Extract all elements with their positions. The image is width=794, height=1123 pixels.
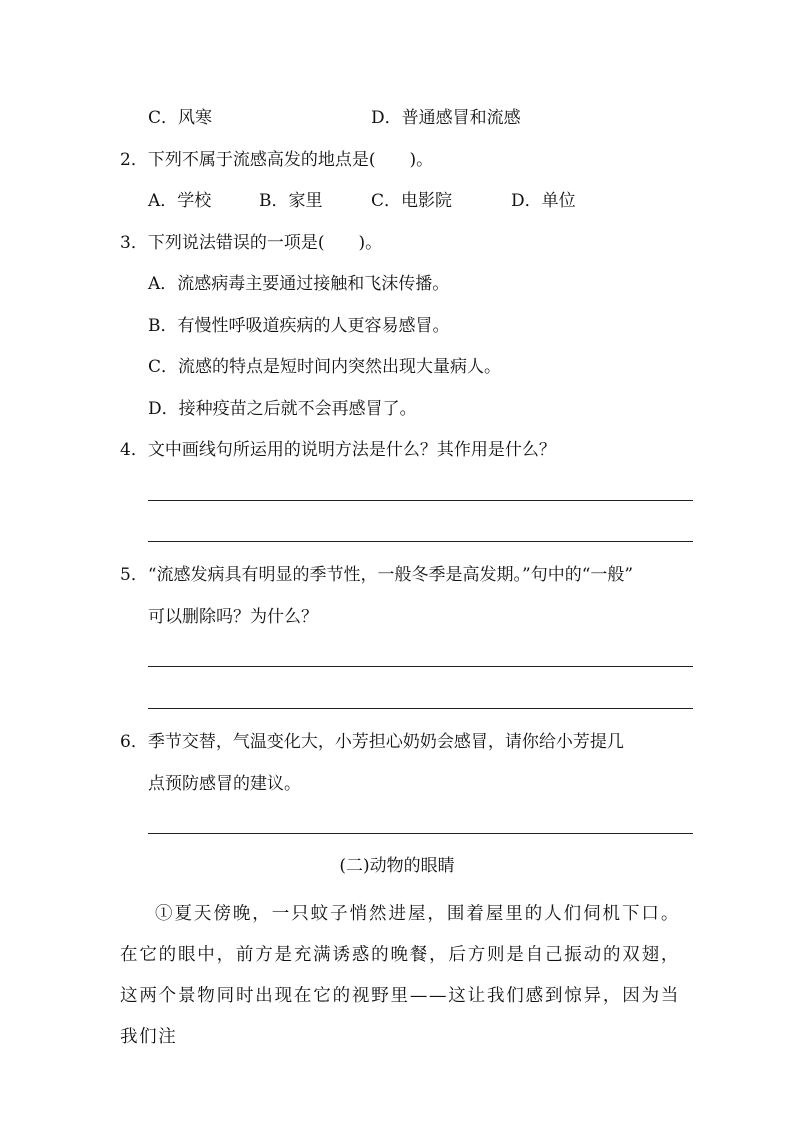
q3-option-d: D．接种疫苗之后就不会再感冒了。 <box>148 399 417 419</box>
passage-paragraph-1: ①夏天傍晚，一只蚊子悄然进屋，围着屋里的人们伺机下口。在它的眼中，前方是充满诱惑的晚餐，后方则是自己振动的双翅，这两个景物同时出现在它的视野里——这让我们感到惊异，因为当我们注 <box>120 904 680 1047</box>
q5-answer-line-2[interactable] <box>148 708 693 709</box>
q5-stem-line-1: 5．“流感发病具有明显的季节性，一般冬季是高发期。”句中的“一般” <box>120 565 634 585</box>
q4-stem: 4．文中画线句所运用的说明方法是什么？其作用是什么？ <box>120 440 556 460</box>
q3-option-c: C．流感的特点是短时间内突然出现大量病人。 <box>148 357 502 377</box>
q6-answer-line[interactable] <box>148 833 693 834</box>
q4-answer-line-2[interactable] <box>148 541 693 542</box>
section-title: (二)动物的眼睛 <box>339 856 455 876</box>
q2-option-a: A．学校 <box>148 191 212 211</box>
q3-stem: 3．下列说法错误的一项是( )。 <box>120 233 383 253</box>
q3-option-b: B．有慢性呼吸道疾病的人更容易感冒。 <box>148 316 450 336</box>
q1-option-c: C．风寒 <box>148 108 213 128</box>
q1-option-d: D．普通感冒和流感 <box>371 108 521 128</box>
q6-stem-line-2: 点预防感冒的建议。 <box>148 774 301 794</box>
q5-stem-line-2: 可以删除吗？为什么？ <box>148 607 318 627</box>
q5-answer-line-1[interactable] <box>148 666 693 667</box>
q6-stem-line-1: 6．季节交替，气温变化大，小芳担心奶奶会感冒，请你给小芳提几 <box>120 732 624 752</box>
q2-option-c: C．电影院 <box>371 191 453 211</box>
q2-stem: 2．下列不属于流感高发的地点是( )。 <box>120 150 434 170</box>
q2-option-b: B．家里 <box>259 191 323 211</box>
q3-option-a: A．流感病毒主要通过接触和飞沫传播。 <box>148 274 450 294</box>
q2-option-d: D．单位 <box>511 191 576 211</box>
q4-answer-line-1[interactable] <box>148 500 693 501</box>
